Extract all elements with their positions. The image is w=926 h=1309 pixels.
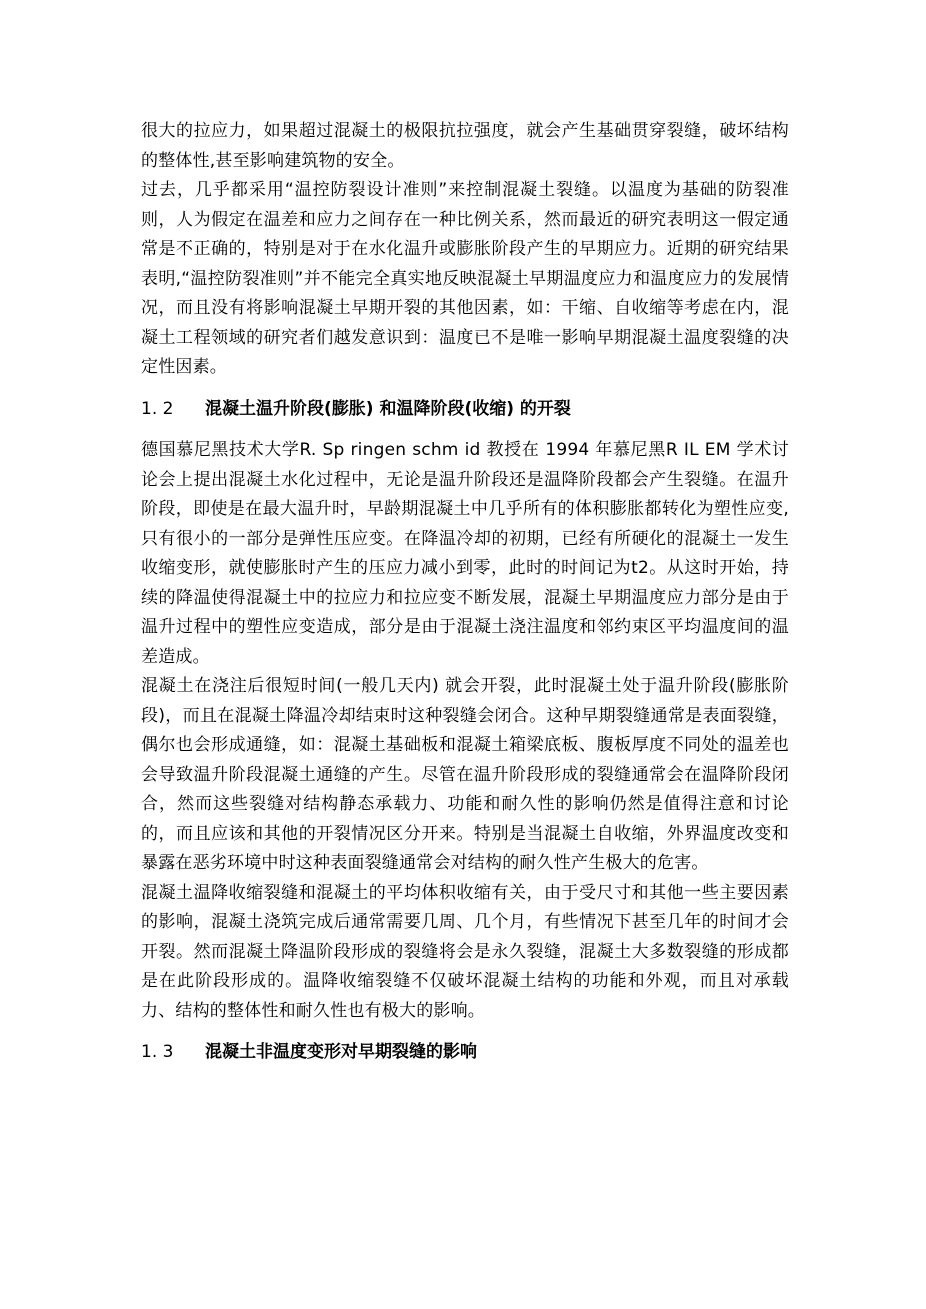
- paragraph: 混凝土在浇注后很短时间(一般几天内) 就会开裂，此时混凝土处于温升阶段(膨胀阶段)，而且在混凝土降温冷却结束时这种裂缝会闭合。这种早期裂缝通常是表面裂缝，偶尔也会形成通缝，如：混凝土基础板和混凝土箱梁底板、腹板厚度不同处的温差也会导致温升阶段混凝土通缝的产生。尽管在温升阶段形成的裂缝通常会在温降阶段闭合，然而这些裂缝对结构静态承载力、功能和耐久性的影响仍然是值得注意和讨论的，而且应该和其他的开裂情况区分开来。特别是当混凝土自收缩，外界温度改变和暴露在恶劣环境中时这种表面裂缝通常会对结构的耐久性产生极大的危害。: [141, 676, 789, 873]
- paragraph: 很大的拉应力，如果超过混凝土的极限抗拉强度，就会产生基础贯穿裂缝，破坏结构的整体性,甚至影响建筑物的安全。: [141, 121, 789, 171]
- paragraph: 过去，几乎都采用“温控防裂设计准则”来控制混凝土裂缝。以温度为基础的防裂准则，人为假定在温差和应力之间存在一种比例关系，然而最近的研究表明这一假定通常是不正确的，特别是对于在水化温升或膨胀阶段产生的早期应力。近期的研究结果表明,“温控防裂准则”并不能完全真实地反映混凝土早期温度应力和温度应力的发展情况，而且没有将影响混凝土早期开裂的其他因素，如：干缩、自收缩等考虑在内，混凝土工程领域的研究者们越发意识到：温度已不是唯一影响早期混凝土温度裂缝的决定性因素。: [141, 180, 789, 377]
- section-heading-1-3: [141, 1038, 789, 1068]
- section-number: 1. 2: [141, 398, 174, 419]
- section-title: 混凝土温升阶段(膨胀) 和温降阶段(收缩) 的开裂: [205, 398, 571, 419]
- section-title: 混凝土非温度变形对早期裂缝的影响: [205, 1042, 477, 1062]
- paragraph: 混凝土温降收缩裂缝和混凝土的平均体积收缩有关，由于受尺寸和其他一些主要因素的影响，混凝土浇筑完成后通常需要几周、几个月，有些情况下甚至几年的时间才会开裂。然而混凝土降温阶段形成的裂缝将会是永久裂缝，混凝土大多数裂缝的形成都是在此阶段形成的。温降收缩裂缝不仅破坏混凝土结构的功能和外观，而且对承载力、结构的整体性和耐久性也有极大的影响。: [141, 882, 789, 1021]
- paragraph: 德国慕尼黑技术大学R. Sp ringen schm id 教授在 1994 年慕尼黑R IL EM 学术讨论会上提出混凝土水化过程中，无论是温升阶段还是温降阶段都会产生裂缝。在温升阶段，即使是在最大温升时，早龄期混凝土中几乎所有的体积膨胀都转化为塑性应变,只有很小的一部分是弹性压应变。在降温冷却的初期，已经有所硬化的混凝土一发生收缩变形，就使膨胀时产生的压应力减小到零，此时的时间记为t2。从这时开始，持续的降温使得混凝土中的拉应力和拉应变不断发展，混凝土早期温度应力部分是由于温升过程中的塑性应变造成，部分是由于混凝土浇注温度和邻约束区平均温度间的温差造成。: [141, 440, 789, 667]
- section-heading-1-2: [141, 395, 789, 425]
- document-page: [141, 117, 789, 1080]
- section-number: 1. 3: [141, 1042, 174, 1062]
